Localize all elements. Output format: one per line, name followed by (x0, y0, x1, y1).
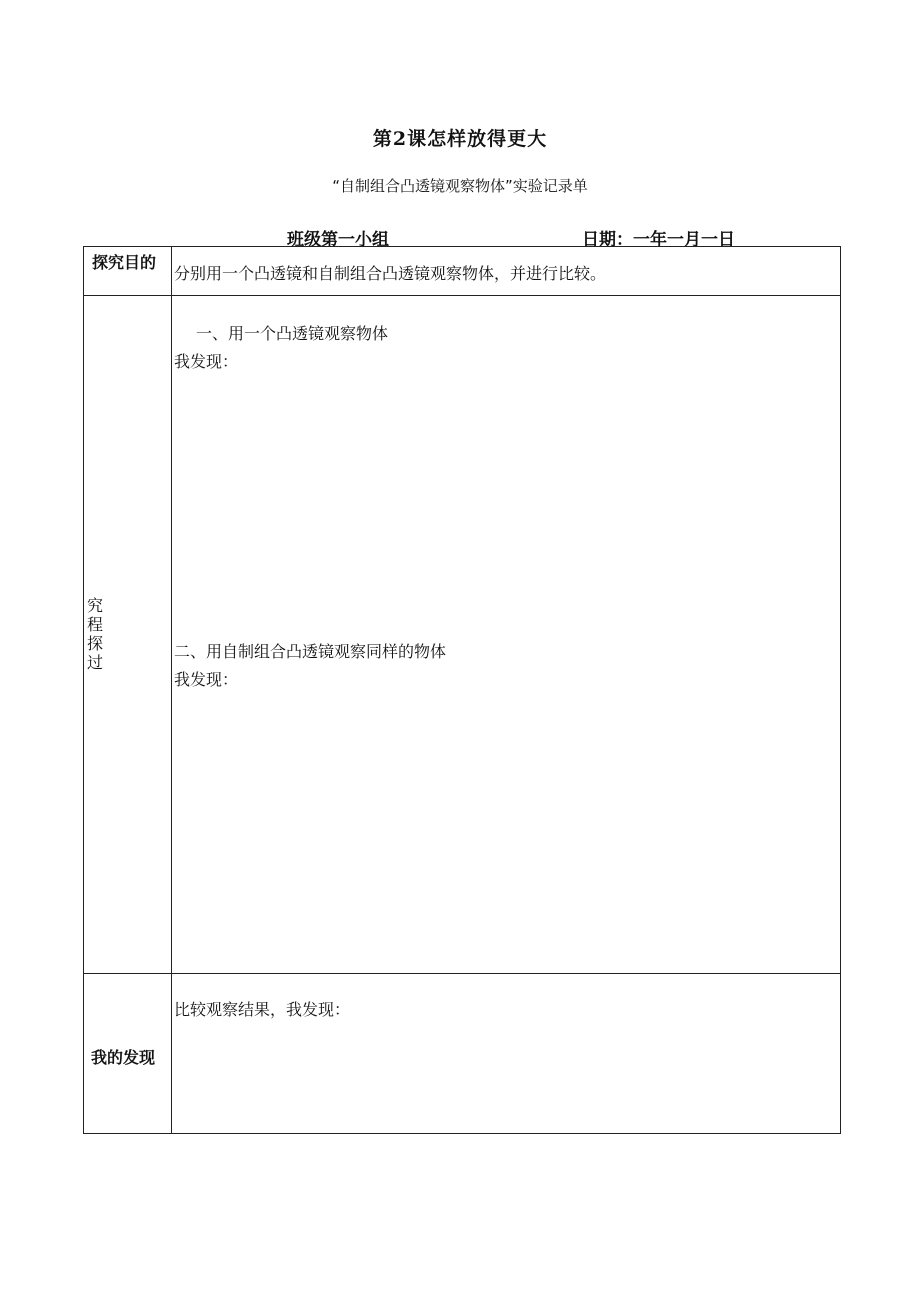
purpose-row (84, 247, 841, 296)
purpose-content-cell (172, 247, 841, 296)
step-two-heading: 二、用自制组合凸透镜观察同样的物体 (174, 642, 447, 661)
step-two-finding-prompt: 我发现： (174, 670, 239, 689)
class-group-label: 班级第一小组 (287, 230, 389, 250)
process-label-cell (84, 296, 172, 974)
purpose-label-cell (84, 247, 172, 296)
step-one-heading: 一、用一个凸透镜观察物体 (196, 324, 389, 343)
worksheet-subtitle: “自制组合凸透镜观察物体”实验记录单 (332, 177, 588, 195)
finding-prompt: 比较观察结果，我发现： (174, 1000, 351, 1019)
process-vertical-label (87, 596, 107, 672)
process-label-char: 探 (87, 634, 104, 653)
page-title: 第2课怎样放得更大 (372, 128, 548, 150)
finding-content-cell (172, 974, 841, 1134)
process-content-cell (172, 296, 841, 974)
step-one-finding-prompt: 我发现： (174, 352, 239, 371)
purpose-label: 探究目的 (92, 253, 157, 272)
process-label-char: 过 (87, 653, 104, 672)
finding-label: 我的发现 (91, 1048, 156, 1067)
purpose-text: 分别用一个凸透镜和自制组合凸透镜观察物体，并进行比较。 (174, 264, 607, 283)
process-label-char: 程 (87, 615, 104, 634)
process-label-char: 究 (87, 596, 104, 615)
finding-row (84, 974, 841, 1134)
process-row (84, 296, 841, 974)
finding-label-cell (84, 974, 172, 1134)
date-label: 日期：一年一月一日 (582, 230, 735, 250)
experiment-record-table (83, 246, 841, 1134)
